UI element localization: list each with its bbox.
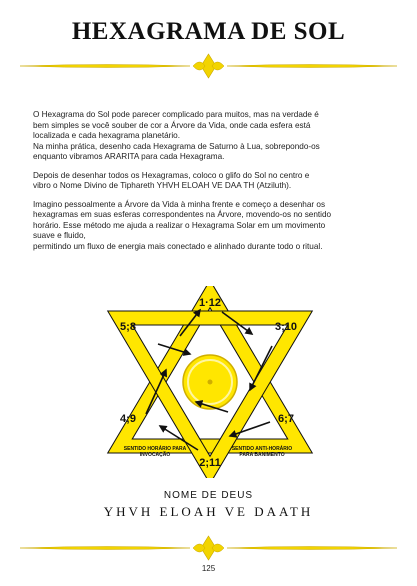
clockwise-label-line: INVOCAÇÃO — [139, 452, 171, 458]
node-label-lower-right: 6;7 — [278, 413, 294, 425]
node-label-lower-left: 4;9 — [120, 413, 136, 425]
text-line: vibro o Nome Divino de Tiphareth YHVH ELOAH VE DAA TH (Atziluth). — [33, 181, 292, 190]
text-line: horário. Esse método me ajuda a realizar o Hexagrama Solar em um movimento — [33, 220, 326, 230]
node-label-upper-left: 5;8 — [120, 321, 136, 333]
page-number: 125 — [201, 564, 216, 573]
counterclockwise-label-line: PARA BANIMENTO — [239, 452, 285, 458]
clockwise-label — [115, 446, 195, 458]
paragraph-3 — [33, 200, 393, 253]
divine-name: YHVH ELOAH VE DAATH — [103, 504, 314, 519]
node-label-bottom: 2;11 — [199, 457, 221, 469]
page-title: HEXAGRAMA DE SOL — [71, 18, 346, 45]
divine-name-heading: NOME DE DEUS — [163, 490, 254, 501]
paragraph-2 — [33, 171, 393, 192]
text-line: bem simples se você souber de cor a Árvore da Vida, onde cada esfera está — [33, 120, 311, 130]
clockwise-label-line: SENTIDO HORÁRIO PARA — [123, 446, 187, 452]
text-line: permitindo um fluxo de energia mais conectado e alinhado durante todo o ritual. — [33, 241, 323, 251]
paragraph-1 — [33, 110, 393, 163]
node-label-upper-right: 3;10 — [274, 321, 298, 333]
text-line: hexagramas em suas esferas correspondentes na Árvore, movendo-os no sentido — [33, 210, 332, 219]
counterclockwise-label-line: SENTIDO ANTI-HORÁRIO — [231, 446, 293, 452]
node-label-top: 1·12 — [198, 297, 222, 309]
text-line: Depois de desenhar todos os Hexagramas, coloco o glifo do Sol no centro e — [33, 170, 310, 180]
counterclockwise-label — [222, 446, 302, 458]
text-line: suave e fluido, — [33, 231, 86, 240]
text-line: O Hexagrama do Sol pode parecer complicado para muitos, mas na verdade é — [33, 110, 319, 119]
top-ornament-icon — [0, 46, 417, 86]
body-text — [33, 110, 393, 260]
text-line: enquanto vibramos ARARITA para cada Hexagrama. — [33, 152, 225, 161]
bottom-ornament-icon — [0, 528, 417, 568]
text-line: Imagino pessoalmente a Árvore da Vida à minha frente e começo a desenhar os — [33, 199, 326, 209]
text-line: localizada e cada hexagrama planetário. — [33, 131, 181, 140]
text-line: Na minha prática, desenho cada Hexagrama de Saturno à Lua, sobrepondo-os — [33, 141, 320, 151]
